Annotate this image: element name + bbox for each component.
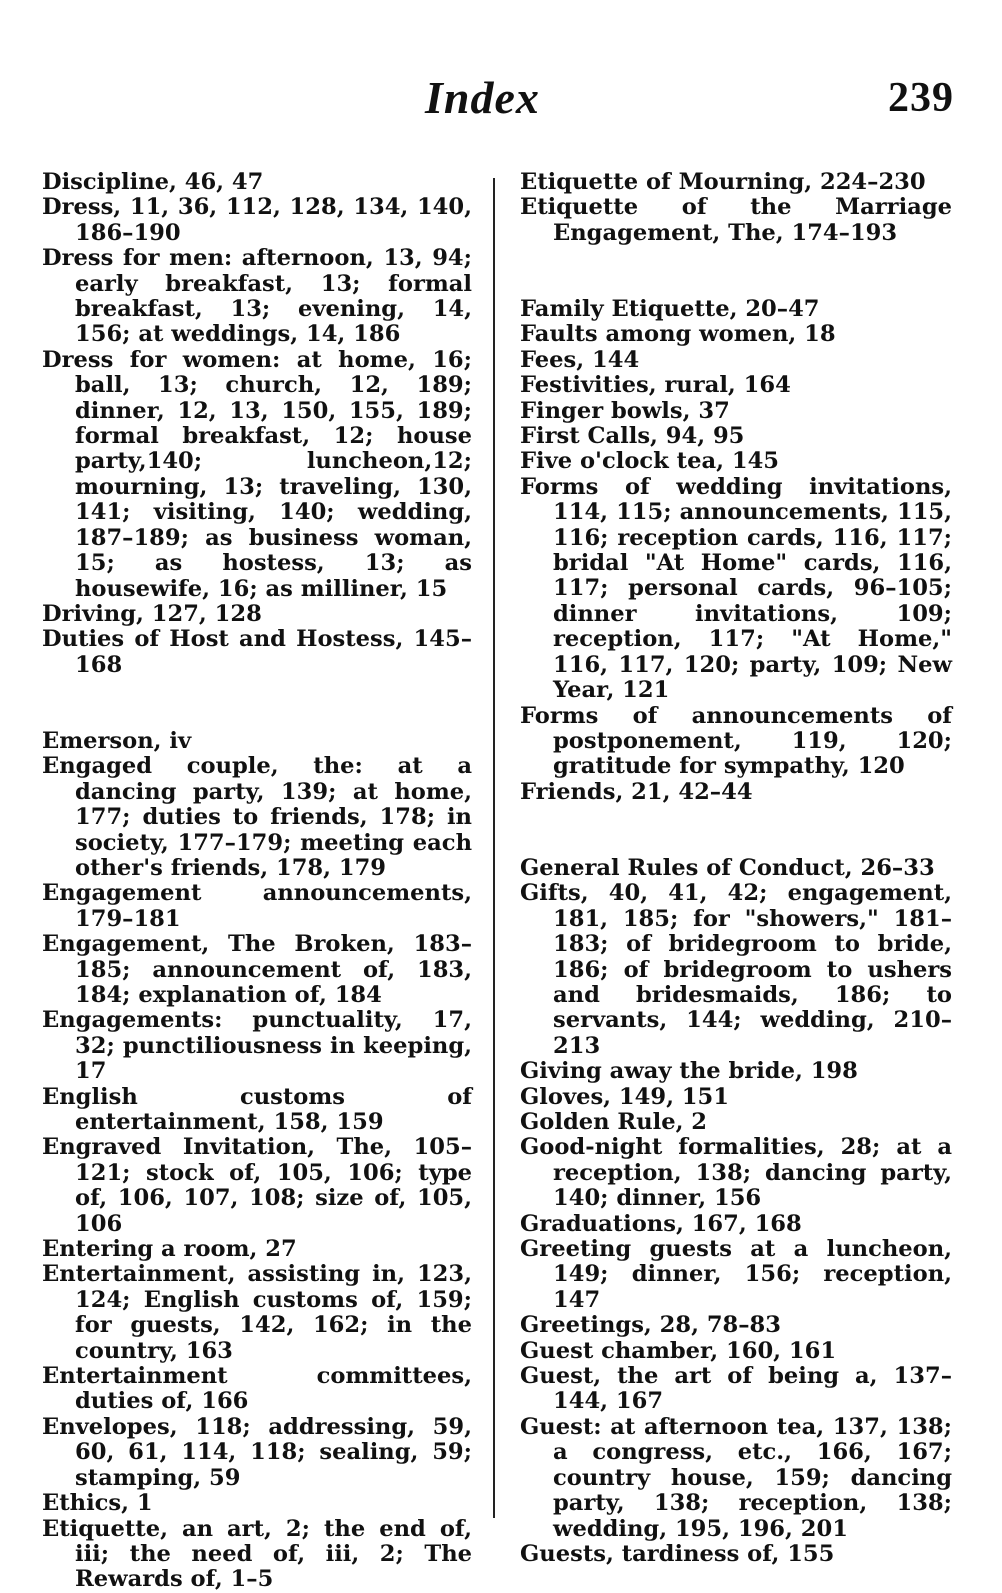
index-entry: Fees, 144 [520,346,640,373]
index-entry: Graduations, 167, 168 [520,1210,802,1237]
index-entry: Discipline, 46, 47 [42,169,264,195]
index-entry: Faults among women, 18 [520,321,836,348]
index-entry: Envelopes, 118; addressing, 59, 60, 61, 114, 118; sealing, 59; stamping, 59 [42,1413,472,1491]
index-entry: Five o'clock tea, 145 [520,448,780,475]
index-entry: Entering a room, 27 [42,1236,297,1263]
index-entry: Duties of Host and Hostess, 145–168 [42,626,472,678]
index-entry: Guest chamber, 160, 161 [520,1337,837,1364]
index-entry: Guest: at afternoon tea, 137, 138; a congress, etc., 166, 167; country house, 159; dancing party, 138; reception, 138; wedding, 195, 196, 201 [520,1413,952,1542]
index-entry: Guest, the art of being a, 137–144, 167 [520,1363,952,1415]
index-entry: Forms of announcements of postponement, 119, 120; gratitude for sympathy, 120 [520,702,952,780]
index-entry: Entertainment, assisting in, 123, 124; English customs of, 159; for guests, 142, 162; in the country, 163 [42,1261,472,1364]
index-entry: Engraved Invitation, The, 105–121; stock of, 105, 106; type of, 106, 107, 108; size of, 105, 106 [42,1134,472,1237]
index-entry: Giving away the bride, 198 [520,1058,858,1085]
index-entry: English customs of entertainment, 158, 159 [42,1083,472,1136]
index-entry: Finger bowls, 37 [520,397,730,424]
index-entry: Golden Rule, 2 [520,1109,708,1135]
index-entry: First Calls, 94, 95 [520,423,745,450]
index-entry: Gloves, 149, 151 [520,1083,729,1110]
page-title: Index [425,72,540,123]
index-entry: Forms of wedding invitations, 114, 115; announcements, 115, 116; reception cards, 116, 117; bridal "At Home" cards, 116, 117; personal cards, 96–105; dinner invitations, 109; reception, 117; "At Home," 116, 117, 120; party, 109; New Year, 121 [520,473,952,704]
column-divider [493,178,495,1518]
index-entry: Dress for women: at home, 16; ball, 13; church, 12, 189; dinner, 12, 13, 150, 155, 189; formal breakfast, 12; house party,140; luncheon,12; mourning, 13; traveling, 130, 141; visiting, 140; wedding, 187–189; as business woman, 15; as hostess, 13; as housewife, 16; as milliner, 15 [42,346,472,602]
index-entry: Friends, 21, 42–44 [520,778,753,805]
section-gap [520,805,952,856]
section-gap [520,246,952,297]
index-entry: Dress for men: afternoon, 13, 94; early breakfast, 13; formal breakfast, 13; evening, 14, 156; at weddings, 14, 186 [42,245,472,348]
index-entry: Engaged couple, the: at a dancing party, 139; at home, 177; duties to friends, 178; in society, 177–179; meeting each other's friends, 178, 179 [42,753,472,881]
index-entry: Etiquette of Mourning, 224–230 [520,169,926,195]
index-entry: Etiquette of the Marriage Engagement, The, 174–193 [520,194,952,246]
index-entry: Etiquette, an art, 2; the end of, iii; the need of, iii, 2; The Rewards of, 1–5 [42,1515,472,1593]
index-column-left [42,170,472,1593]
index-entry: Family Etiquette, 20–47 [520,296,820,323]
page-header [0,70,1002,130]
index-entry: Emerson, iv [42,727,192,754]
index-entry: Engagement announcements, 179–181 [42,880,472,932]
index-column-right [520,170,952,1567]
index-entry: Entertainment committees, duties of, 166 [42,1363,472,1415]
index-entry: Greeting guests at a luncheon, 149; dinner, 156; reception, 147 [520,1236,952,1313]
index-entry: Engagement, The Broken, 183–185; announcement of, 183, 184; explanation of, 184 [42,931,472,1008]
index-entry: Ethics, 1 [42,1490,153,1517]
index-entry: Gifts, 40, 41, 42; engagement, 181, 185; for "showers," 181–183; of bridegroom to bride, 186; of bridegroom to ushers and bridesmaids, 186; to servants, 144; wedding, 210–213 [520,880,952,1059]
index-entry: Guests, tardiness of, 155 [520,1540,835,1567]
index-entry: Festivities, rural, 164 [520,372,791,399]
section-gap [42,678,472,729]
index-entry: General Rules of Conduct, 26–33 [520,854,935,881]
index-entry: Driving, 127, 128 [42,600,262,627]
index-entry: Greetings, 28, 78–83 [520,1312,781,1339]
index-entry: Engagements: punctuality, 17, 32; punctiliousness in keeping, 17 [42,1007,472,1085]
index-entry: Good-night formalities, 28; at a reception, 138; dancing party, 140; dinner, 156 [520,1134,952,1212]
page-number: 239 [888,75,954,121]
index-entry: Dress, 11, 36, 112, 128, 134, 140, 186–190 [42,194,472,246]
